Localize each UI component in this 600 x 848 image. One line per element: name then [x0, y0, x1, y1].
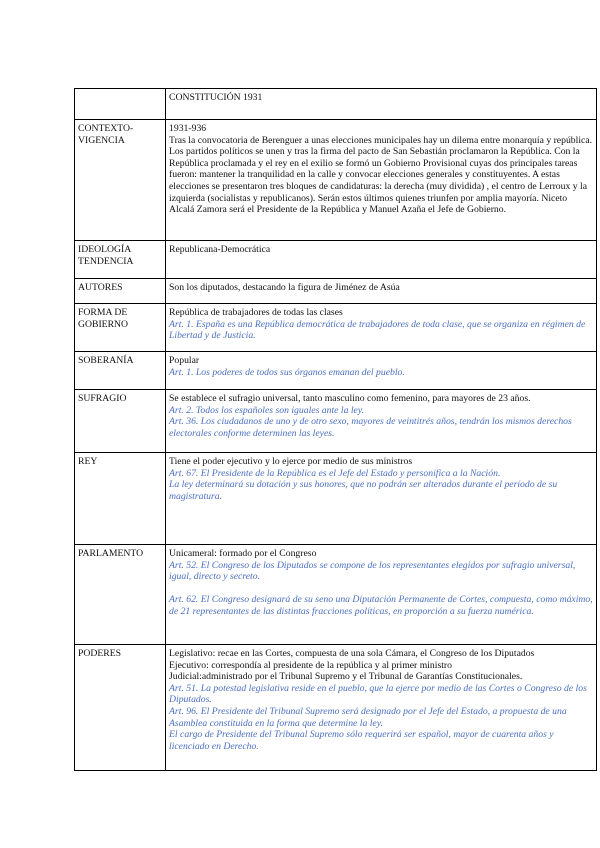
content-contexto — [166, 120, 597, 241]
row-poderes — [75, 645, 597, 771]
poderes-ejecutivo: Ejecutivo: correspondía al presidente de la república y al primer ministro — [169, 659, 452, 671]
row-ideologia — [75, 241, 597, 279]
forma-text: República de trabajadores de todas las clases — [169, 307, 343, 318]
table-title: CONSTITUCIÓN 1931 — [166, 89, 597, 120]
content-poderes — [166, 645, 597, 771]
title-row — [75, 89, 597, 120]
label-forma-gobierno: FORMA DE GOBIERNO — [75, 304, 166, 352]
content-rey — [166, 453, 597, 545]
poderes-article-96: Art. 96. El Presidente del Tribunal Supremo será designado por el Jefe del Estado, a propuesta de una Asamblea constituida en la forma que determine la ley. — [169, 705, 567, 729]
contexto-years: 1931-936 — [169, 123, 207, 134]
ideologia-text: Republicana-Democrática — [169, 244, 271, 255]
content-sufragio — [166, 390, 597, 453]
row-autores — [75, 279, 597, 304]
label-autores: AUTORES — [75, 279, 166, 304]
label-ideologia: IDEOLOGÍA TENDENCIA — [75, 241, 166, 279]
label-soberania: SOBERANÍA — [75, 352, 166, 390]
rey-text: Tiene el poder ejecutivo y lo ejerce por medio de sus ministros — [169, 456, 413, 467]
content-forma-gobierno — [166, 304, 597, 352]
autores-text: Son los diputados, destacando la figura de Jiménez de Asúa — [169, 282, 400, 293]
poderes-article-presidente: El cargo de Presidente del Tribunal Supremo sólo requerirá ser español, mayor de cuarenta años y licenciado en Derecho. — [169, 729, 554, 752]
parlamento-article-52: Art. 52. El Congreso de los Diputados se compone de los representantes elegidos por sufragio universal, igual, directo y secreto. — [169, 559, 576, 583]
label-rey: REY — [75, 453, 166, 545]
forma-article-1: Art. 1. España es una República democrática de trabajadores de toda clase, que se organiza en régimen de Libertad y de Justicia. — [169, 318, 586, 342]
row-contexto — [75, 120, 597, 241]
content-ideologia — [166, 241, 597, 279]
row-parlamento — [75, 545, 597, 645]
soberania-article-1: Art. 1. Los poderes de todos sus órganos emanan del pueblo. — [169, 366, 405, 378]
contexto-text: Tras la convocatoria de Berenguer a unas elecciones municipales hay un dilema entre monarquía y república. Los partidos políticos se unen y tras la firma del pacto de San Sebastián proclamaron la República. Con la República proclamada y el rey en el exilio se formó un Gobierno Provisional cuyas dos principales tareas fueron: mantener la tranquilidad en la calle y convocar elecciones generales y constituyentes. A estas elecciones se presentaron tres bloques de candidaturas: la derecha (muy dividida) , el centro de Lerroux y la izquierda (socialistas y republicanos). Serán estos últimos quienes triunfen por amplia mayoría. Niceto Alcalá Zamora será el Presidente de la República y Manuel Azaña el Jefe de Gobierno. — [169, 134, 593, 216]
soberania-text: Popular — [169, 355, 200, 366]
content-soberania — [166, 352, 597, 390]
parlamento-spacer — [169, 583, 593, 595]
poderes-article-51: Art. 51. La potestad legislativa reside en el pueblo, que la ejerce por medio de las Cortes o Congreso de los Diputados. — [169, 682, 587, 706]
poderes-judicial: Judicial:administrado por el Tribunal Supremo y el Tribunal de Garantías Constitucionales. — [169, 671, 523, 683]
label-contexto: CONTEXTO-VIGENCIA — [75, 120, 166, 241]
sufragio-article-2: Art. 2. Todos los españoles son iguales ante la ley. — [169, 404, 365, 416]
row-sufragio — [75, 390, 597, 453]
row-soberania — [75, 352, 597, 390]
sufragio-text: Se establece el sufragio universal, tanto masculino como femenino, para mayores de 23 años. — [169, 393, 531, 404]
label-poderes: PODERES — [75, 645, 166, 771]
rey-article-67: Art. 67. El Presidente de la República es el Jefe del Estado y personifica a la Nación. — [169, 467, 501, 479]
row-forma-gobierno — [75, 304, 597, 352]
content-autores — [166, 279, 597, 304]
parlamento-article-62: Art. 62. El Congreso designará de su seno una Diputación Permanente de Cortes, compuesta, como máximo, de 21 representantes de las distintas fracciones políticas, en proporción a su fuerza numérica. — [169, 594, 593, 617]
constitution-table — [74, 88, 597, 771]
label-sufragio: SUFRAGIO — [75, 390, 166, 453]
content-parlamento — [166, 545, 597, 645]
rey-article-dotacion: La ley determinará su dotación y sus honores, que no podrán ser alterados durante el período de su magistratura. — [169, 479, 558, 502]
row-rey — [75, 453, 597, 545]
parlamento-text: Unicameral: formado por el Congreso — [169, 548, 317, 559]
poderes-legislativo: Legislativo: recae en las Cortes, compuesta de una sola Cámara, el Congreso de los Diputados — [169, 648, 535, 659]
sufragio-article-36: Art. 36. Los ciudadanos de uno y de otro sexo, mayores de veintitrés años, tendrán los mismos derechos electorales conforme determinen las leyes. — [169, 416, 572, 439]
title-label-cell — [75, 89, 166, 120]
label-parlamento: PARLAMENTO — [75, 545, 166, 645]
